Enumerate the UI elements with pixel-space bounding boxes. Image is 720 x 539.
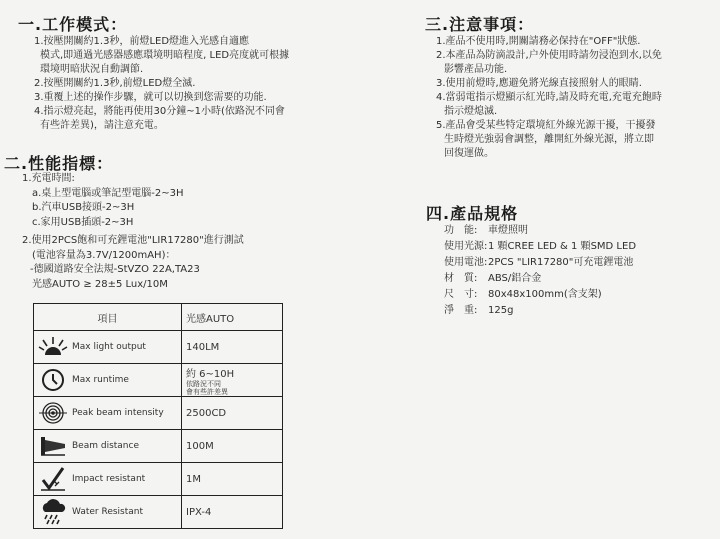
row-label: Beam distance	[72, 441, 139, 451]
spec-value: 80x48x100mm(含支架)	[488, 289, 602, 300]
row-value: 2500CD	[186, 407, 227, 419]
impact-icon	[38, 466, 68, 492]
spec-value: ABS/鋁合金	[488, 273, 542, 284]
spec-label: 尺 寸:	[444, 289, 478, 300]
clock-icon	[38, 367, 68, 393]
target-beam-icon	[38, 400, 68, 426]
section3-line: 4.當弱電指示燈顯示紅光時,請及時充電,充電充飽時	[436, 92, 662, 103]
section2-line: a.桌上型電腦或筆記型電腦-2~3H	[32, 187, 184, 199]
section2-line: 1.充電時間:	[22, 173, 75, 184]
row-label: Water Resistant	[72, 507, 144, 517]
spec-value: 125g	[488, 305, 514, 316]
spec-label: 功 能:	[444, 225, 478, 236]
spec-label: 材 質:	[444, 273, 478, 284]
section3-line: 影響產品功能.	[444, 64, 508, 75]
section3-line: 1.產品不使用時,開關請務必保持在"OFF"狀態.	[436, 36, 641, 47]
section3-line: 2.本產品為防滴設計,户外使用時請勿浸泡到水,以免	[436, 50, 662, 61]
section3-line: 回復運做。	[444, 148, 494, 159]
beam-distance-icon	[38, 433, 68, 459]
section3-line: 指示燈熄滅.	[444, 106, 498, 117]
table-row	[34, 430, 283, 463]
section2-line: 2.使用2PCS飽和可充鋰電池"LIR17280"進行測試	[22, 235, 244, 246]
section3-body	[436, 35, 662, 161]
section3-title: 三.注意事項：	[425, 15, 535, 34]
section2-line: -德國道路安全法規-StVZO 22A,TA23	[30, 264, 200, 275]
section1-line: 1.按壓開關約1.3秒，前燈LED燈進入光感自適應	[34, 36, 250, 47]
section3-line: 5.產品會受某些特定環境紅外線光源干擾，干擾發	[436, 120, 656, 131]
row-value: IPX-4	[186, 506, 212, 518]
spec-label: 使用電池:	[444, 257, 488, 268]
spec-row	[444, 256, 633, 270]
table-header-row	[34, 304, 283, 331]
spec-row	[444, 288, 602, 302]
row-note: 依路況不同 會有些許差異	[186, 379, 228, 396]
performance-table	[33, 303, 283, 529]
table-header-mode: 光感AUTO	[182, 304, 283, 331]
table-row	[34, 463, 283, 496]
spec-value: 1 顆CREE LED & 1 顆SMD LED	[488, 241, 637, 252]
section4-title: 四.產品規格	[426, 204, 519, 223]
section1-line: 模式,即通過光感器感應環境明暗程度, LED亮度就可根據	[40, 50, 290, 61]
spec-row	[444, 304, 513, 318]
row-value: 約 6~10H	[186, 368, 235, 380]
section1-title: 一.工作模式：	[18, 15, 128, 34]
spec-label: 使用光源:	[444, 241, 488, 252]
table-row	[34, 397, 283, 430]
section1-line: 環境明暗狀況自動調節.	[40, 64, 144, 75]
row-value: 1M	[186, 473, 201, 485]
section1-line: 3.重覆上述的操作步驟，就可以切換到您需要的功能.	[34, 92, 267, 103]
row-label: Max light output	[72, 342, 146, 352]
table-header-item: 項目	[34, 304, 182, 331]
section2-line: (電池容量為3.7V/1200mAH)：	[32, 249, 176, 261]
spec-value: 2PCS "LIR17280"可充電鋰電池	[488, 257, 634, 268]
spec-value: 車燈照明	[488, 225, 528, 236]
section2-title: 二.性能指標：	[4, 154, 114, 173]
section1-line: 2.按壓開關約1.3秒,前燈LED燈全滅.	[34, 78, 196, 89]
row-label: Impact resistant	[72, 474, 146, 484]
section1-line: 4.指示燈亮起，將能再使用30分鐘~1小時(依路況不同會	[34, 106, 285, 117]
section3-line: 3.使用前燈時,應避免將光線直接照射人的眼睛.	[436, 78, 642, 89]
section2-line: b.汽車USB接頭-2~3H	[32, 202, 135, 213]
table-row	[34, 496, 283, 529]
table-row	[34, 331, 283, 364]
row-label: Max runtime	[72, 375, 129, 385]
spec-row	[444, 240, 636, 254]
section1-line: 有些許差異)，請注意充電。	[40, 120, 164, 131]
row-label: Peak beam intensity	[72, 408, 164, 418]
sun-rays-icon	[38, 334, 68, 360]
row-value: 100M	[186, 440, 214, 452]
spec-row	[444, 224, 528, 238]
rain-cloud-icon	[38, 499, 68, 525]
section2-body	[22, 172, 244, 292]
section3-line: 生時燈光強弱會調整，離開紅外線光源，將立即	[444, 134, 654, 145]
section1-body	[34, 35, 289, 133]
spec-row	[444, 272, 541, 286]
section2-line: 光感AUTO ≥ 28±5 Lux/10M	[32, 278, 168, 290]
spec-label: 淨 重:	[444, 305, 478, 316]
table-row	[34, 364, 283, 397]
row-value: 140LM	[186, 341, 220, 353]
section2-line: c.家用USB插頭-2~3H	[32, 216, 134, 228]
